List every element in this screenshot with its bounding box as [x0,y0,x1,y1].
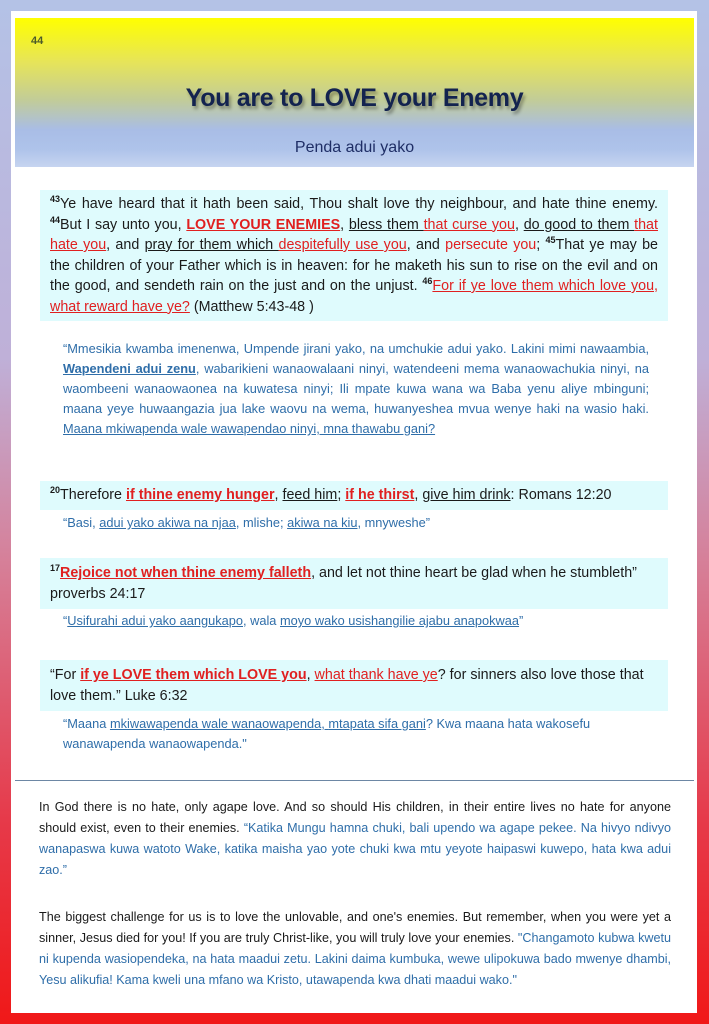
reflection-english: The biggest challenge for us is to love the unlovable, and one's enemies. But remember, when you were yet a sinner, Jesus died for you! If you are truly Christ-like, you will truly love your enemies. [39,910,671,945]
verse-number: 45 [545,235,556,245]
verse-number: 46 [422,276,433,286]
verse-number: 43 [50,194,61,204]
scripture-reference: (Matthew 5:43-48 ) [189,298,314,315]
verse-text: But I say unto you, [60,216,187,233]
swahili-translation-matthew [63,339,649,439]
verse-number: 17 [50,563,61,573]
page-number: 44 [31,35,44,47]
highlight-hunger: if thine enemy hunger [125,487,275,503]
highlight-curse: that curse you [423,216,515,233]
verse-text: Therefore [60,487,126,503]
reflection-english: In God there is no hate, only agape love. And so should His children, in their entire lives no hate for anyone should exist, even to their enemies. [39,800,671,835]
swahili-text: , mlishe; [235,515,288,530]
reflection-paragraph-2 [39,907,671,991]
highlight-love-your-enemies: LOVE YOUR ENEMIES [186,216,341,233]
reflection-paragraph-1 [39,797,671,881]
header-banner [15,18,694,167]
verse-box-matthew [40,190,668,321]
underline-do-good: do good to them [523,216,635,233]
punctuation: , [274,487,283,503]
reflection-swahili: “Katika Mungu hamna chuki, bali upendo wa agape pekee. Na hivyo ndivyo wanapaswa kuwa watoto Wake, katika maisha yao yote chuki kwa mtu yeyote haipaswi kuwepo, hata kwa adui zao.” [39,821,671,877]
swahili-translation-romans [63,513,649,533]
swahili-underline: akiwa na kiu [287,515,358,530]
swahili-underline: adui yako akiwa na njaa [99,515,236,530]
highlight-what-thank: what thank have ye [314,667,438,683]
verse-box-romans [40,481,668,510]
scripture-reference: : Romans 12:20 [510,487,612,503]
section-divider [15,780,694,781]
punctuation: , [414,487,423,503]
swahili-underline: mtapata sifa gani [328,716,426,731]
punctuation: , [340,216,349,233]
highlight-persecute: persecute you [445,237,537,253]
highlight-rejoice-not: Rejoice not when thine enemy falleth [60,565,312,581]
verse-box-luke [40,660,668,711]
verse-text: “For [50,667,81,683]
swahili-text: , wala [243,613,280,628]
underline-bless: bless them [348,216,424,233]
swahili-text: ” [519,613,524,628]
highlight-reward: For if ye love them which love you, what reward have ye? [50,278,658,315]
swahili-text: , wabarikieni wanaowalaani ninyi, watendeeni mema wanaowachukia ninyi, na waombeeni wanaowaonea na kuwatesa ninyi; Ili mpate kuwa wana wa Baba yenu aliye mbinguni; maana yeye huwaangazia jua lake waovu na wema, huwanyeshea mvua wenye haki na wasio haki. [63,361,649,416]
page [11,11,697,1013]
verse-text: That ye may be the children of your Father which is in heaven: for he maketh his sun to rise on the evil and on the good, and sendeth rain on the just and on the unjust. [50,237,658,294]
swahili-text: ? Kwa maana hata wakosefu wanawapenda wanaowapenda." [63,716,591,751]
highlight-hate: that hate you [50,216,658,253]
verse-text: Ye have heard that it hath been said, Thou shalt love thy neighbour, and hate thine enemy. [60,196,658,212]
swahili-underline: moyo wako usishangilie ajabu anapokwaa [280,613,520,628]
swahili-text: “ [63,613,68,628]
verse-text: ? for sinners also love those that love them.” Luke 6:32 [50,667,644,704]
underline-pray: pray for them which [144,237,279,253]
page-title: You are to LOVE your Enemy [185,84,524,112]
swahili-text: , mnyweshe” [357,515,431,530]
underline-drink: give him drink [422,487,511,503]
swahili-underline: Maana mkiwapenda wale wawapendao ninyi, mna thawabu gani? [63,421,436,436]
verse-number: 44 [50,214,61,225]
punctuation: , [321,716,329,731]
highlight-if-ye-love: if ye LOVE them which LOVE you [80,667,307,683]
punctuation: , [306,667,315,683]
punctuation: ; [536,237,546,253]
highlight-despitefully: despitefully use you [278,237,407,253]
swahili-underline: Usifurahi adui yako aangukapo [67,613,243,628]
verse-number: 20 [50,485,61,495]
swahili-text: “Mmesikia kwamba imenenwa, Umpende jirani yako, na umchukie adui yako. Lakini mimi nawaambia, [63,341,649,356]
swahili-translation-proverbs [63,611,649,631]
verse-box-proverbs [40,558,668,609]
page-subtitle: Penda adui yako [294,139,415,156]
punctuation: ; [337,487,346,503]
punctuation: , [514,216,524,233]
verse-text: , and let not thine heart be glad when he stumbleth” proverbs 24:17 [50,565,637,602]
swahili-text: “Basi, [63,515,100,530]
reflection-swahili: "Changamoto kubwa kwetu ni kupenda wasiopendeka, na hata maadui zetu. Lakini daima kumbuka, wewe ulipokuwa bado mwenye dhambi, Yesu alikufia! Kama kweli una mfano wa Kristo, utawapenda kwa dhati maadui wako." [39,931,672,987]
punctuation: , and [406,237,446,253]
underline-feed: feed him [282,487,338,503]
punctuation: , and [106,237,145,253]
highlight-thirst: if he thirst [345,487,415,503]
swahili-translation-luke [63,714,623,754]
swahili-underline: mkiwawapenda wale wanaowapenda [109,716,322,731]
swahili-text: “Maana [63,716,110,731]
swahili-highlight: Wapendeni adui zenu [63,361,196,376]
